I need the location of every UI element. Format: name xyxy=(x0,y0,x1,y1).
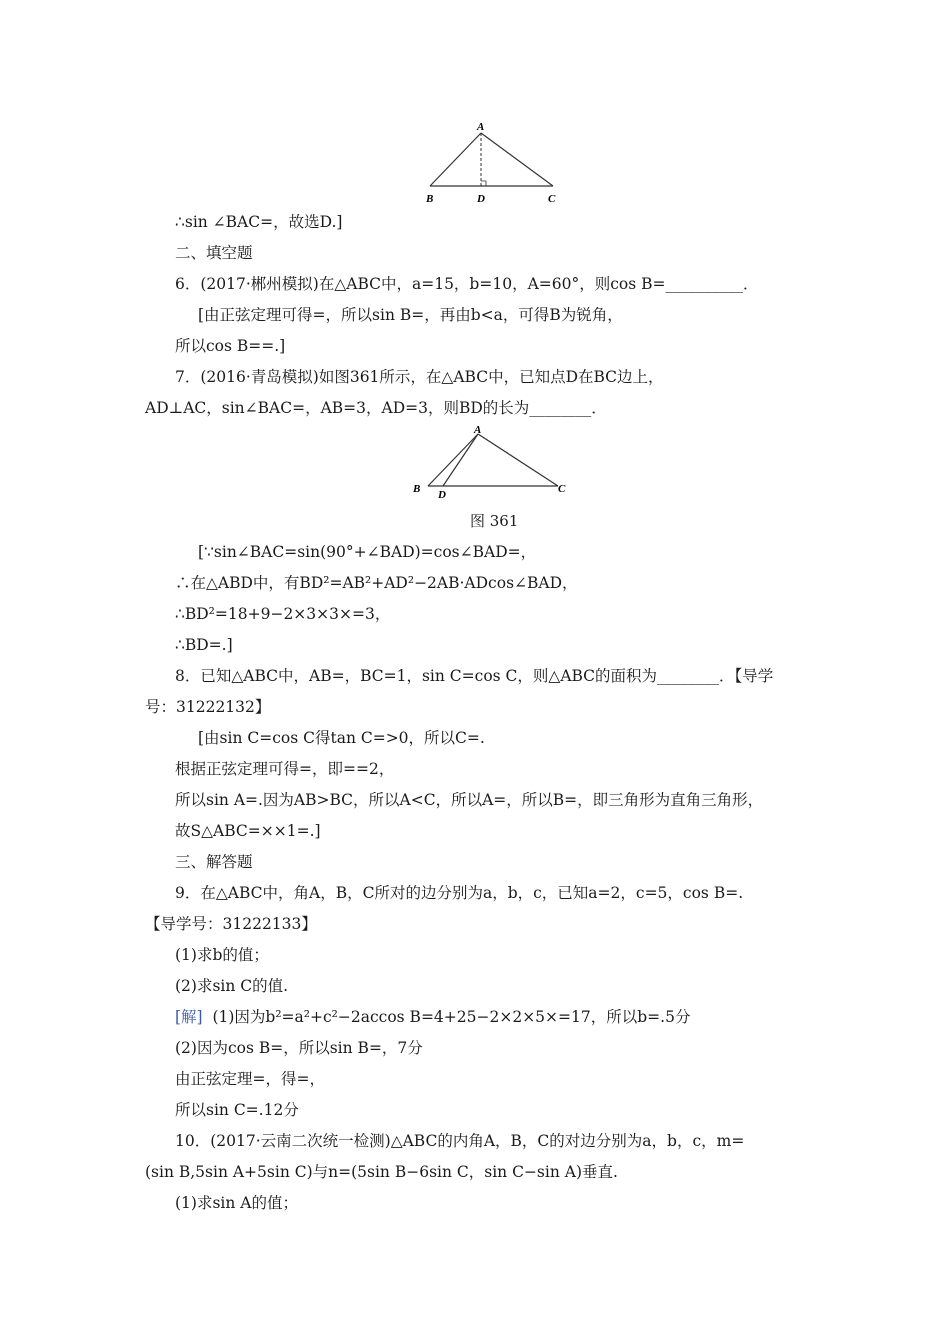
question-9: 9．在△ABC中，角A，B，C所对的边分别为a，b，c，已知a=2，c=5，cos B=. xyxy=(175,884,744,902)
segment-ad xyxy=(443,434,478,486)
question-6: 6．(2017·郴州模拟)在△ABC中，a=15，b=10，A=60°，则cos B=__________． xyxy=(175,275,759,293)
text-line: (sin B,5sin A+5sin C)与n=(5sin B−6sin C，sin C−sin A)垂直. xyxy=(145,1163,618,1181)
solution-text: (1)因为b²=a²+c²−2accos B=4+25−2×2×5×=17，所以b=.5分 xyxy=(212,1008,691,1026)
label-d: D xyxy=(477,193,485,205)
solution-line xyxy=(175,1007,690,1027)
label-c: C xyxy=(558,483,566,495)
triangle-figure-1 xyxy=(420,118,570,208)
text-line: (2)因为cos B=，所以sin B=，7分 xyxy=(175,1039,423,1057)
solution-tag: [解] xyxy=(175,1008,203,1026)
label-b: B xyxy=(413,483,421,495)
section-heading: 三、解答题 xyxy=(175,853,253,871)
right-angle-mark xyxy=(481,181,486,186)
text-line: ∴BD=.] xyxy=(175,636,233,654)
label-a: A xyxy=(474,424,482,436)
text-line: [由sin C=cos C得tan C=>0，所以C=. xyxy=(198,729,485,747)
text-line: 由正弦定理=，得=， xyxy=(175,1070,325,1088)
text-line: 故S△ABC=××1=.] xyxy=(175,822,321,840)
section-heading: 二、填空题 xyxy=(175,244,253,262)
text-line: 【导学号：31222133】 xyxy=(145,915,317,933)
question-8: 8．已知△ABC中，AB=，BC=1，sin C=cos C，则△ABC的面积为________．【导学 xyxy=(175,667,774,685)
triangle-figure-2 xyxy=(408,424,578,504)
question-7: 7．(2016·青岛模拟)如图361所示，在△ABC中，已知点D在BC边上， xyxy=(175,368,664,386)
label-a: A xyxy=(477,121,485,133)
text-line: ∴在△ABD中，有BD²=AB²+AD²−2AB·ADcos∠BAD， xyxy=(175,574,578,592)
side-ac xyxy=(481,133,553,186)
question-10: 10．(2017·云南二次统一检测)△ABC的内角A，B，C的对边分别为a，b，c，m= xyxy=(175,1132,745,1150)
figure-caption: 图 361 xyxy=(470,512,519,530)
text-line: (1)求sin A的值； xyxy=(175,1194,298,1212)
side-ab xyxy=(430,133,481,186)
side-ac xyxy=(478,434,558,486)
text-line: ∴BD²=18+9−2×3×3×=3， xyxy=(175,605,391,623)
text-line: AD⊥AC，sin∠BAC=，AB=3，AD=3，则BD的长为________． xyxy=(145,399,607,417)
text-line: 所以sin C=.12分 xyxy=(175,1101,299,1119)
text-line: [∵sin∠BAC=sin(90°+∠BAD)=cos∠BAD=， xyxy=(198,543,537,561)
text-line: 所以sin A=.因为AB>BC，所以A<C，所以A=，所以B=，即三角形为直角三角形， xyxy=(175,791,764,809)
label-c: C xyxy=(548,193,556,205)
text-line: 号：31222132】 xyxy=(145,698,271,716)
text-line: (1)求b的值； xyxy=(175,946,269,964)
text-line: ∴sin ∠BAC=，故选D.] xyxy=(175,213,343,231)
label-b: B xyxy=(426,193,434,205)
text-line: (2)求sin C的值. xyxy=(175,977,289,995)
text-line: [由正弦定理可得=，所以sin B=，再由b<a，可得B为锐角， xyxy=(198,306,623,324)
label-d: D xyxy=(438,489,446,501)
side-ab xyxy=(428,434,478,486)
text-line: 所以cos B==.] xyxy=(175,337,286,355)
text-line: 根据正弦定理可得=，即==2， xyxy=(175,760,395,778)
